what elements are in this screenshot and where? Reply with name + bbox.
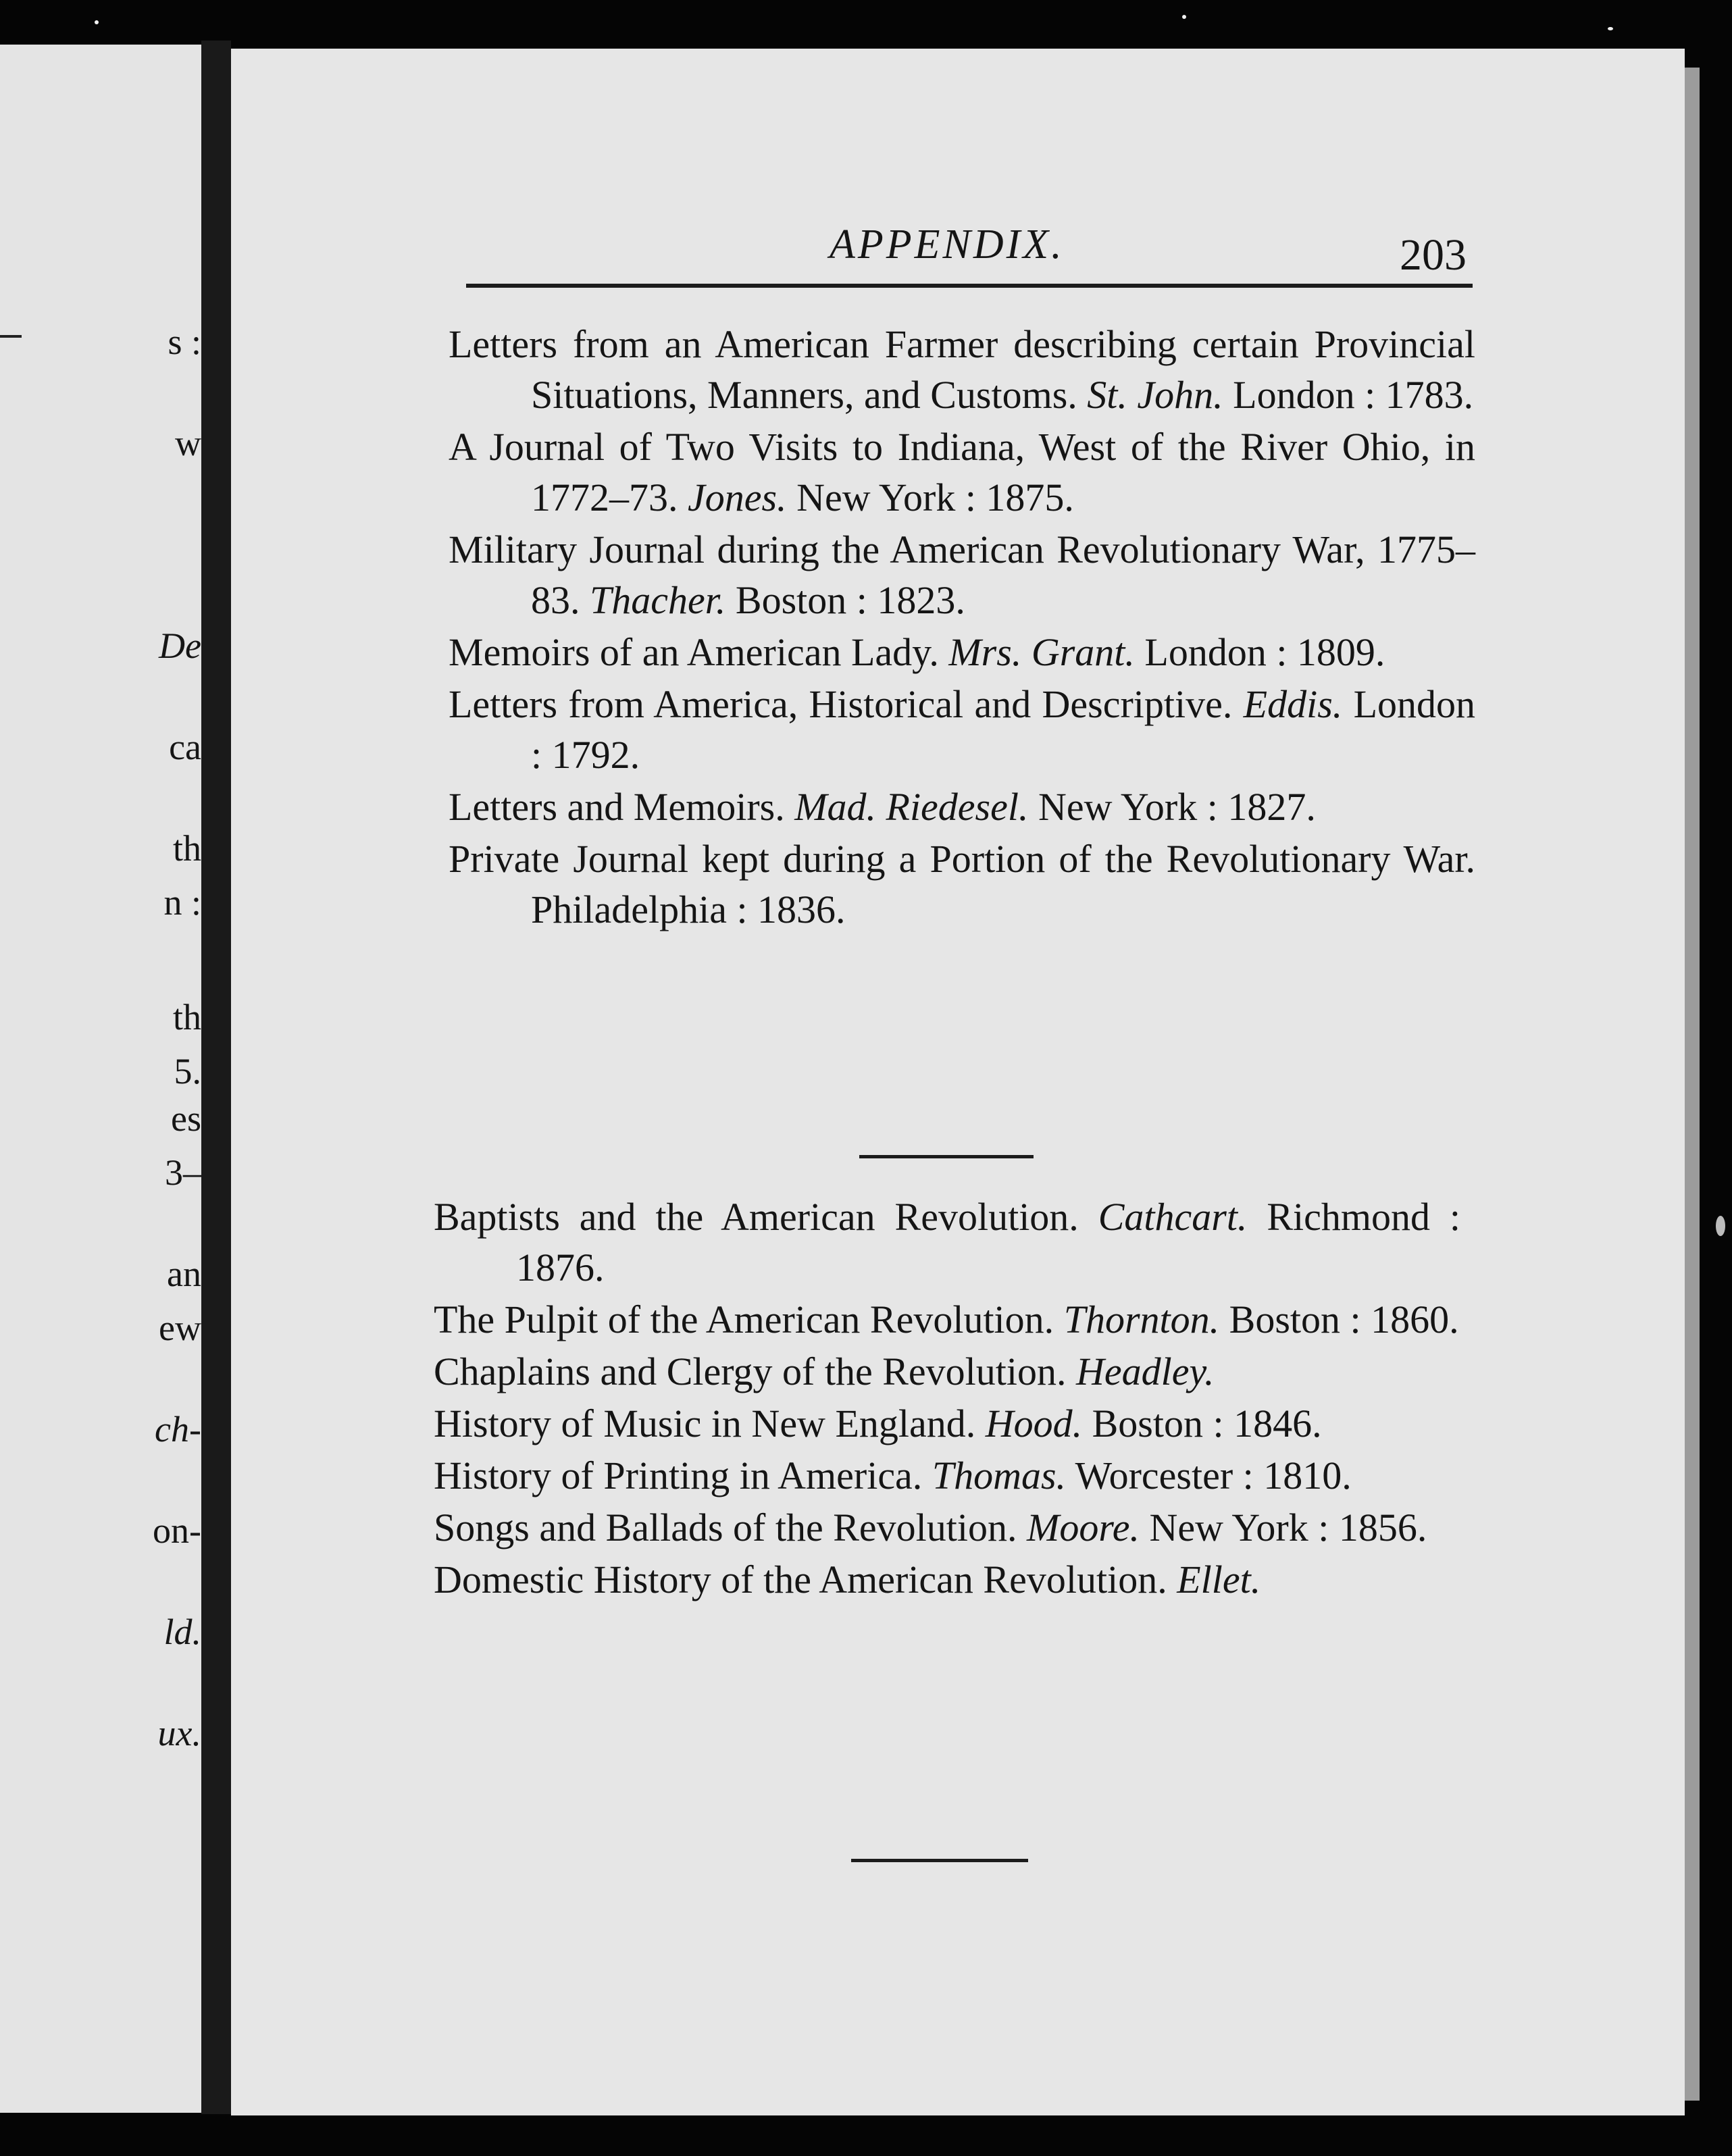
- bibliography-entry: [434, 1191, 1460, 1293]
- bibliography-entry: [434, 1554, 1460, 1605]
- entry-imprint: Boston : 1823.: [735, 578, 965, 622]
- facing-page-fragment: th: [172, 997, 201, 1037]
- bibliography-entry: [449, 781, 1475, 832]
- entry-title: Letters from an American Farmer describing certain Provincial Situations, Manners, and Customs.: [449, 322, 1475, 417]
- bibliography-entry: [434, 1294, 1460, 1345]
- entry-author: Jones.: [688, 476, 787, 519]
- bibliography-entry: [434, 1502, 1460, 1553]
- bibliography-entry: [449, 421, 1475, 523]
- bibliography-entry: [434, 1450, 1460, 1501]
- bibliography-entry: [434, 1398, 1460, 1449]
- entry-title: History of Printing in America.: [434, 1454, 923, 1497]
- facing-page-fragment: ux.: [157, 1713, 201, 1753]
- entry-imprint: London : 1792.: [531, 682, 1476, 777]
- bibliography-section-1: [449, 319, 1475, 936]
- entry-author: Headley.: [1075, 1350, 1215, 1393]
- entry-author: Moore.: [1027, 1506, 1140, 1549]
- facing-page-fragment: es: [171, 1098, 201, 1139]
- bibliography-entry: [449, 679, 1475, 780]
- entry-author: Thornton.: [1063, 1298, 1220, 1341]
- entry-author: St. John.: [1087, 373, 1223, 417]
- entry-title: History of Music in New England.: [434, 1402, 976, 1445]
- entry-author: Thacher.: [590, 578, 726, 622]
- entry-imprint: New York : 1827.: [1038, 785, 1316, 829]
- entry-author: Ellet.: [1177, 1558, 1261, 1601]
- entry-author: Hood.: [985, 1402, 1083, 1445]
- entry-title: Letters and Memoirs.: [449, 785, 785, 829]
- facing-page-fragment: an: [167, 1254, 201, 1294]
- entry-title: Baptists and the American Revolution.: [434, 1195, 1079, 1239]
- scan-speck: [95, 20, 99, 24]
- facing-page-fragment: 5.: [174, 1051, 201, 1092]
- entry-author: Eddis.: [1243, 682, 1343, 726]
- entry-imprint: Worcester : 1810.: [1075, 1454, 1352, 1497]
- bibliography-entry: [434, 1346, 1460, 1397]
- page-number: 203: [1400, 230, 1467, 280]
- page-edge: [1685, 68, 1700, 2101]
- facing-page-fragment: ew: [159, 1308, 201, 1348]
- facing-page-fragment: s :: [168, 322, 201, 362]
- facing-page-fragment: n :: [163, 882, 201, 923]
- entry-imprint: London : 1783.: [1233, 373, 1474, 417]
- scan-speck: [1716, 1216, 1725, 1236]
- facing-page-fragment: 3–: [165, 1152, 201, 1193]
- entry-title: Domestic History of the American Revolution.: [434, 1558, 1167, 1601]
- entry-imprint: Philadelphia : 1836.: [531, 888, 846, 931]
- entry-title: Chaplains and Clergy of the Revolution.: [434, 1350, 1067, 1393]
- entry-title: The Pulpit of the American Revolution.: [434, 1298, 1054, 1341]
- facing-page-fragment: w: [175, 423, 201, 463]
- bibliography-entry: [449, 319, 1475, 420]
- facing-page-fragment: on-: [153, 1510, 201, 1551]
- bibliography-entry: [449, 833, 1475, 935]
- entry-author: Mad. Riedesel.: [794, 785, 1029, 829]
- section-divider: [851, 1859, 1028, 1862]
- facing-page-fragment: De: [159, 625, 201, 666]
- entry-title: A Journal of Two Visits to Indiana, West of the River Ohio, in 1772–73.: [449, 425, 1475, 519]
- entry-author: Cathcart.: [1098, 1195, 1248, 1239]
- running-head: APPENDIX.: [830, 222, 1065, 267]
- book-gutter: [201, 41, 231, 2114]
- facing-page-fragment: ld.: [163, 1612, 201, 1652]
- facing-page-fragment: th: [172, 828, 201, 869]
- header-rule: [466, 284, 1473, 288]
- bibliography-entry: [449, 524, 1475, 625]
- entry-imprint: London : 1809.: [1144, 630, 1385, 674]
- entry-title: Memoirs of an American Lady.: [449, 630, 939, 674]
- scan-speck: [1182, 15, 1186, 19]
- entry-imprint: Boston : 1860.: [1229, 1298, 1459, 1341]
- entry-imprint: Richmond : 1876.: [516, 1195, 1460, 1289]
- entry-imprint: New York : 1875.: [796, 476, 1074, 519]
- facing-page-fragment: ca: [169, 727, 201, 767]
- entry-title: Military Journal during the American Revolutionary War, 1775–83.: [449, 528, 1475, 622]
- facing-page-fragment: ch-: [155, 1409, 201, 1449]
- entry-imprint: New York : 1856.: [1149, 1506, 1427, 1549]
- entry-author: Thomas.: [932, 1454, 1067, 1497]
- entry-title: Letters from America, Historical and Descriptive.: [449, 682, 1233, 726]
- bibliography-section-2: [434, 1191, 1460, 1606]
- entry-author: Mrs. Grant.: [948, 630, 1135, 674]
- section-divider: [859, 1155, 1034, 1158]
- entry-title: Private Journal kept during a Portion of the Revolutionary War.: [449, 837, 1475, 881]
- facing-page: [0, 45, 201, 2113]
- scan-speck: [1608, 27, 1613, 30]
- entry-title: Songs and Ballads of the Revolution.: [434, 1506, 1017, 1549]
- bibliography-entry: [449, 627, 1475, 677]
- entry-imprint: Boston : 1846.: [1092, 1402, 1322, 1445]
